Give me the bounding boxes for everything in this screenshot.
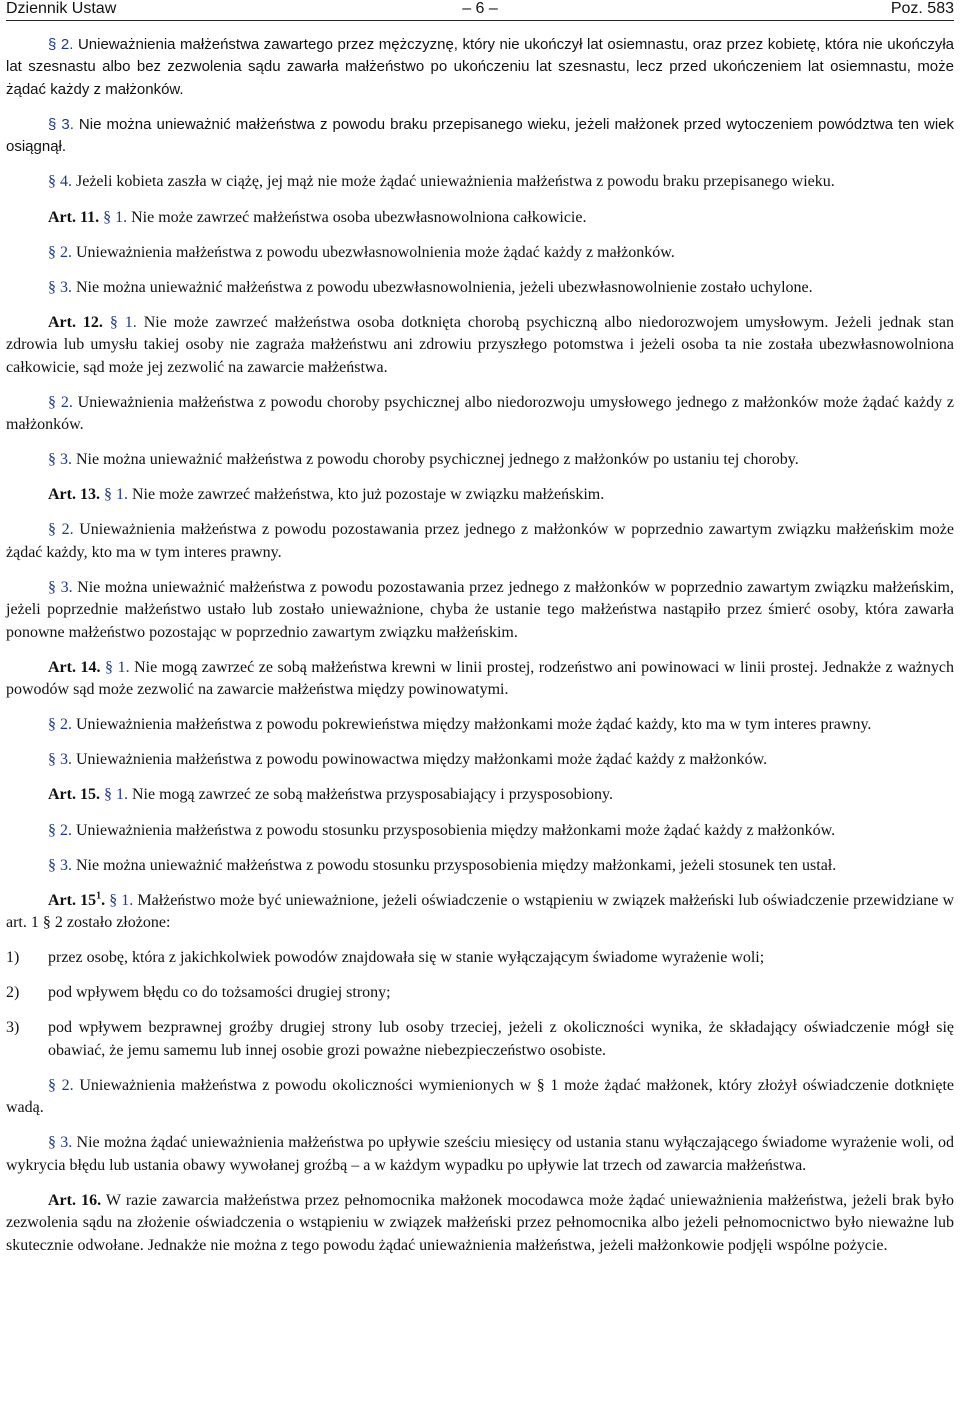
paragraph-text: Unieważnienia małżeństwa zawartego przez mężczyznę, który nie ukończył lat osiemnastu, oraz przez kobietę, która nie ukończyła lat szesnastu albo bez zezwolenia sądu zawarła małżeństwo po ukończeniu lat szesnastu, lecz przed ukończeniem lat osiemnastu, może żądać każdy z małżonków. [6, 36, 954, 98]
article-number: Art. 15 [48, 891, 97, 909]
paragraph [6, 242, 954, 264]
paragraph-text: Unieważnienia małżeństwa z powodu okoliczności wymienionych w § 1 może żądać małżonek, który złożył oświadczenie dotknięte wadą. [6, 1076, 955, 1117]
section-number: § 3. [48, 751, 72, 769]
paragraph [6, 1132, 954, 1177]
section-number: § 1. [105, 891, 134, 909]
section-number: § 2. [48, 521, 74, 539]
paragraph-text: Nie może zawrzeć małżeństwa osoba ubezwłasnowolniona całkowicie. [127, 208, 587, 226]
paragraph-text: Nie mogą zawrzeć ze sobą małżeństwa krewni w linii prostej, rodzeństwo ani powinowaci w linii prostej. Jednakże z ważnych powodów sąd może zezwolić na zawarcie małżeństwa między powinowatymi. [6, 658, 955, 699]
page-number: – 6 – [462, 0, 498, 17]
section-number: § 2. [48, 243, 72, 261]
paragraph [6, 820, 954, 842]
list-item [6, 982, 954, 1004]
article-number: Art. 12. [48, 313, 103, 331]
section-number: § 3. [48, 856, 72, 874]
paragraph [6, 392, 954, 437]
article-paragraph [6, 484, 954, 506]
list-text: przez osobę, która z jakichkolwiek powodów znajdowała się w stanie wyłączającym świadome wyrażenie woli; [48, 949, 765, 967]
list-label: 1) [6, 949, 20, 967]
section-number: § 1. [99, 208, 128, 226]
section-number: § 1. [100, 658, 130, 676]
section-number: § 3. [48, 451, 72, 469]
paragraph [6, 1075, 954, 1120]
section-number: § 2. [48, 821, 72, 839]
section-number: § 1. [99, 486, 128, 504]
paragraph-text: Unieważnienia małżeństwa z powodu pokrewieństwa między małżonkami może żądać każdy, kto ma w tym interes prawny. [72, 716, 872, 734]
article-paragraph [6, 312, 954, 379]
list-label: 3) [6, 1019, 20, 1037]
paragraph-text: W razie zawarcia małżeństwa przez pełnomocnika małżonek mocodawca może żądać unieważnienia małżeństwa, jeżeli brak było zezwolenia sądu na złożenie oświadczenia o wstąpieniu w związek małżeński przez pełnomocnika albo jeżeli pełnomocnictwo było nieważne lub skutecznie odwołane. Jednakże nie można z tego powodu żądać unieważnienia małżeństwa, jeżeli małżonkowie podjęli wspólne pożycie. [6, 1191, 955, 1254]
section-number: § 2. [48, 393, 73, 411]
article-paragraph [6, 657, 954, 702]
section-number: § 3. [48, 578, 73, 596]
list-text: pod wpływem błędu co do tożsamości drugiej strony; [48, 984, 391, 1002]
article-paragraph [6, 784, 954, 806]
article-number: Art. 16. [48, 1191, 102, 1209]
article-dot: . [101, 891, 106, 909]
position-number: Poz. 583 [890, 0, 954, 17]
paragraph-text: Nie można unieważnić małżeństwa z powodu choroby psychicznej jednego z małżonków po ustaniu tej choroby. [72, 451, 799, 469]
header-rule [6, 20, 954, 21]
list-label: 2) [6, 984, 20, 1002]
article-superscript: 1 [96, 890, 102, 902]
paragraph-text: Nie można unieważnić małżeństwa z powodu stosunku przysposobienia między małżonkami, jeżeli stosunek ten ustał. [72, 856, 837, 874]
paragraph [6, 749, 954, 771]
paragraph-text: Unieważnienia małżeństwa z powodu ubezwłasnowolnienia może żądać każdy z małżonków. [72, 243, 675, 261]
paragraph-text: Unieważnienia małżeństwa z powodu powinowactwa między małżonkami może żądać każdy z małżonków. [72, 751, 768, 769]
article-paragraph [6, 207, 954, 229]
paragraph-text: Nie mogą zawrzeć ze sobą małżeństwa przysposabiający i przysposobiony. [127, 786, 613, 804]
paragraph [6, 277, 954, 299]
list-item [6, 1017, 954, 1062]
article-number: Art. 13. [48, 486, 100, 504]
paragraph [6, 855, 954, 877]
paragraph-text: Nie można unieważnić małżeństwa z powodu pozostawania przez jednego z małżonków w poprzednio zawartym związku małżeńskim, jeżeli poprzednie małżeństwo ustało lub zostało unieważnione, chyba że ustanie tego małżeństwa nastąpiło przez śmierć osoby, która zawarła ponowne małżeństwo pozostając w poprzednio zawartym związku małżeńskim. [6, 578, 955, 641]
paragraph [6, 114, 954, 159]
section-number: § 1. [102, 313, 137, 331]
section-number: § 3. [48, 115, 74, 133]
paragraph-text: Nie może zawrzeć małżeństwa, kto już pozostaje w związku małżeńskim. [127, 486, 605, 504]
paragraph [6, 577, 954, 644]
paragraph [6, 714, 954, 736]
paragraph-text: Unieważnienia małżeństwa z powodu stosunku przysposobienia między małżonkami może żądać każdy z małżonków. [72, 821, 836, 839]
paragraph-text: Unieważnienia małżeństwa z powodu pozostawania przez jednego z małżonków w poprzednio zawartym związku małżeńskim może żądać każdy, kto ma w tym interes prawny. [6, 521, 954, 561]
article-paragraph [6, 890, 954, 935]
article-number: Art. 14. [48, 658, 101, 676]
list-text: pod wpływem bezprawnej groźby drugiej strony lub osoby trzeciej, jeżeli z okoliczności wynika, że składający oświadczenie mógł się obawiać, że jemu samemu lub innej osobie grozi poważne niebezpieczeństwo osobiste. [48, 1019, 954, 1059]
section-number: § 1. [99, 786, 128, 804]
article-paragraph [6, 1190, 954, 1257]
paragraph [6, 171, 954, 193]
paragraph [6, 34, 954, 101]
paragraph-text: Unieważnienia małżeństwa z powodu choroby psychicznej albo niedorozwoju umysłowego jednego z małżonków może żądać każdy z małżonków. [6, 393, 955, 434]
section-number: § 3. [48, 278, 72, 296]
document-body [6, 34, 954, 1270]
paragraph-text: Jeżeli kobieta zaszła w ciążę, jej mąż nie może żądać unieważnienia małżeństwa z powodu braku przepisanego wieku. [72, 173, 835, 191]
paragraph-text: Małżeństwo może być unieważnione, jeżeli oświadczenie o wstąpieniu w związek małżeński lub oświadczenie przewidziane w art. 1 § 2 zostało złożone: [6, 891, 955, 932]
page-header [6, 0, 954, 22]
journal-title: Dziennik Ustaw [6, 0, 117, 17]
article-number: Art. 11. [48, 208, 100, 226]
section-number: § 4. [48, 173, 72, 191]
list-item [6, 947, 954, 969]
paragraph [6, 449, 954, 471]
section-number: § 3. [48, 1134, 73, 1152]
section-number: § 2. [48, 716, 72, 734]
section-number: § 2. [48, 1076, 74, 1094]
article-number: Art. 15. [48, 786, 100, 804]
paragraph [6, 519, 954, 564]
paragraph-text: Nie może zawrzeć małżeństwa osoba dotknięta chorobą psychiczną albo niedorozwojem umysłowym. Jeżeli jednak stan zdrowia lub umysłu takiej osoby nie zagraża małżeństwu ani zdrowiu przyszłego potomstwa i jeżeli osoba ta nie została ubezwłasnowolniona całkowicie, sąd może jej zezwolić na zawarcie małżeństwa. [6, 313, 955, 376]
paragraph-text: Nie można unieważnić małżeństwa z powodu braku przepisanego wieku, jeżeli małżonek przed wytoczeniem powództwa ten wiek osiągnął. [6, 115, 954, 156]
paragraph-text: Nie można unieważnić małżeństwa z powodu ubezwłasnowolnienia, jeżeli ubezwłasnowolnienie zostało uchylone. [72, 278, 813, 296]
paragraph-text: Nie można żądać unieważnienia małżeństwa po upływie sześciu miesięcy od ustania stanu wyłączającego świadome wyrażenie woli, od wykrycia błędu lub ustania obawy wywołanej groźbą – a w każdym wypadku po upływie lat trzech od zawarcia małżeństwa. [6, 1134, 955, 1174]
section-number: § 2. [48, 36, 74, 53]
